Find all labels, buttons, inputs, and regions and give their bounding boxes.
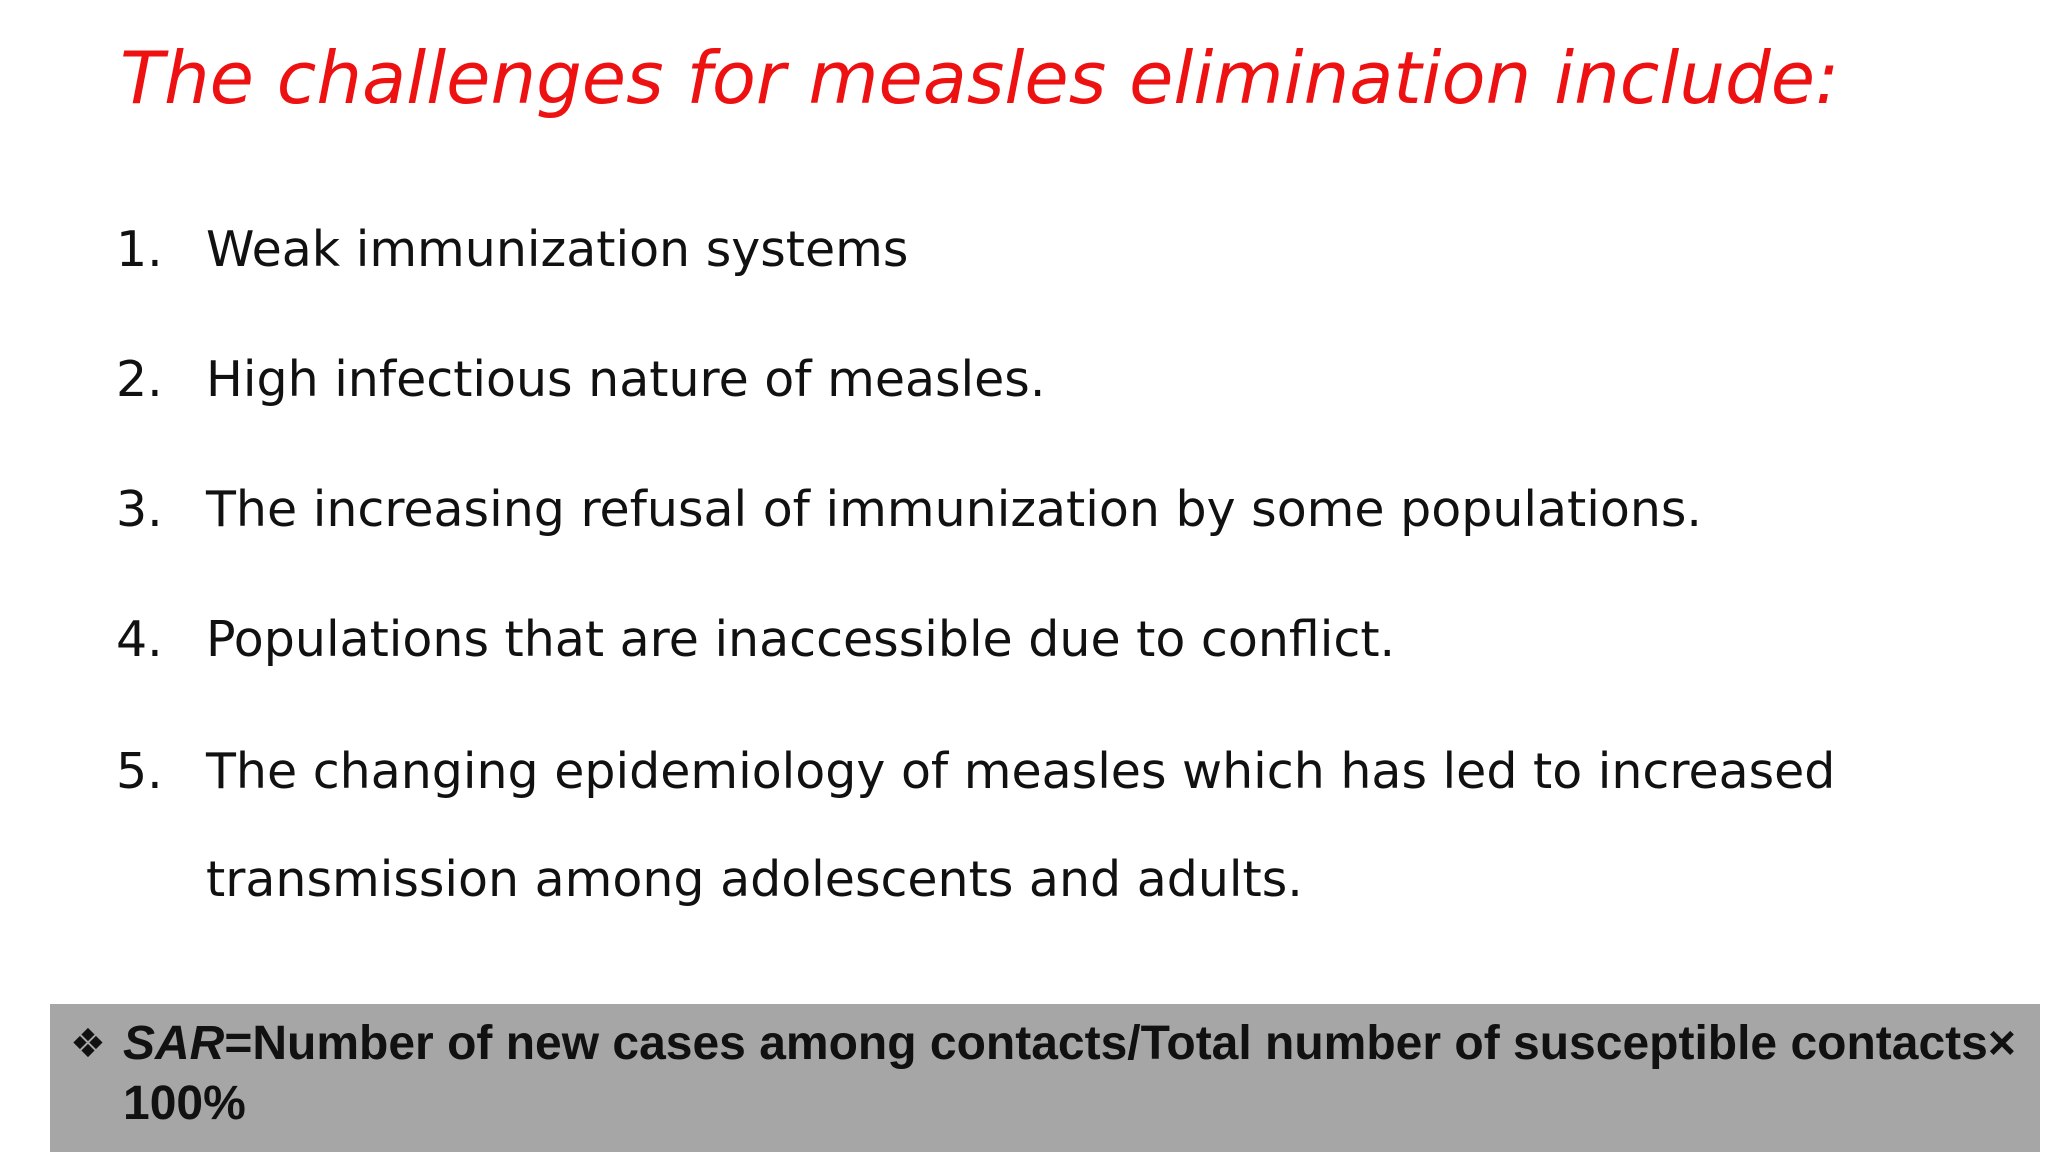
list-item xyxy=(116,340,1876,420)
item-number: 4. xyxy=(116,611,163,668)
item-text: The increasing refusal of immunization by some populations. xyxy=(206,481,1702,538)
challenge-list xyxy=(116,210,1876,984)
item-number: 2. xyxy=(116,351,163,408)
sar-formula xyxy=(123,1014,2033,1134)
list-item xyxy=(116,600,1876,680)
slide-title: The challenges for measles elimination include: xyxy=(120,36,1840,120)
item-number: 5. xyxy=(116,743,163,800)
item-text: Populations that are inaccessible due to conflict. xyxy=(206,611,1396,668)
item-text: The changing epidemiology of measles which has led to increased transmission among adolescents and adults. xyxy=(206,743,1836,908)
item-text: Weak immunization systems xyxy=(206,221,909,278)
item-text: High infectious nature of measles. xyxy=(206,351,1046,408)
sar-term: SAR xyxy=(123,1017,225,1070)
four-diamond-star-icon: ❖ xyxy=(70,1021,106,1067)
list-item xyxy=(116,470,1876,550)
item-number: 1. xyxy=(116,221,163,278)
list-item xyxy=(116,718,1876,934)
list-item xyxy=(116,210,1876,290)
item-number: 3. xyxy=(116,481,163,538)
sar-formula-text: =Number of new cases among contacts/Total number of susceptible contacts×100% xyxy=(123,1017,2016,1130)
sar-note-box xyxy=(50,1004,2040,1152)
